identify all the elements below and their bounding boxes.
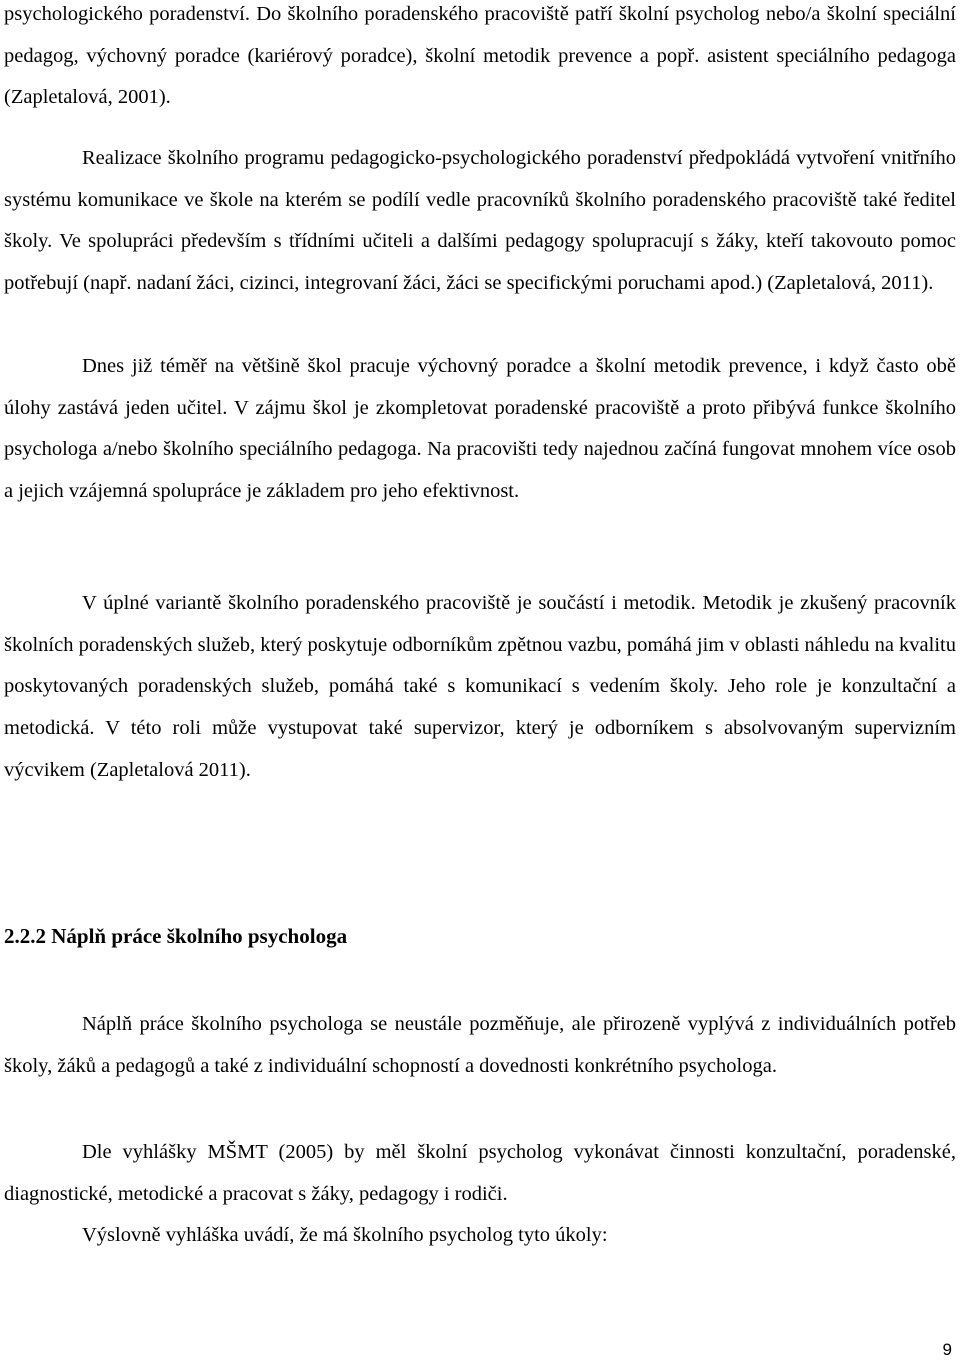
paragraph-dnes: Dnes již téměř na většině škol pracuje výchovný poradce a školní metodik prevence, i když často obě úlohy zastává jeden učitel. V zájmu škol je zkompletovat poradenské pracoviště a proto přibývá funkce školního psychologa a/nebo školního speciálního pedagoga. Na pracovišti tedy najednou začíná fungovat mnohem více osob a jejich vzájemná spolupráce je základem pro jeho efektivnost. [4, 355, 956, 503]
paragraph-naplan: Náplň práce školního psychologa se neustále pozměňuje, ale přirozeně vyplývá z individuálních potřeb školy, žáků a pedagogů a také z individuální schopností a dovednosti konkrétního psychologa. [4, 1013, 956, 1077]
paragraph-realizace: Realizace školního programu pedagogicko-psychologického poradenství předpokládá vytvoření vnitřního systému komunikace ve škole na kterém se podílí vedle pracovníků školního poradenského pracoviště také ředitel školy. Ve spolupráci především s třídními učiteli a dalšími pedagogy spolupracují s žáky, kteří takovouto pomoc potřebují (např. nadaní žáci, cizinci, integrovaní žáci, žáci se specifickými poruchami apod.) (Zapletalová, 2011). [4, 147, 956, 295]
paragraph-ukoly-intro: Výslovně vyhláška uvádí, že má školního psycholog tyto úkoly: [82, 1224, 608, 1246]
paragraph-continuation: psychologického poradenství. Do školního poradenského pracoviště patří školní psycholog nebo/a školní speciální pedagog, výchovný poradce (kariérový poradce), školní metodik prevence a popř. asistent speciálního pedagoga (Zapletalová, 2001). [4, 3, 956, 109]
paragraph-metodik: V úplné variantě školního poradenského pracoviště je součástí i metodik. Metodik je zkušený pracovník školních poradenských služeb, který poskytuje odborníkům zpětnou vazbu, pomáhá jim v oblasti náhledu na kvalitu poskytovaných poradenských služeb, pomáhá také s komunikací s vedením školy. Jeho role je konzultační a metodická. V této roli může vystupovat také supervizor, který je odborníkem s absolvovaným supervizním výcvikem (Zapletalová 2011). [4, 592, 956, 781]
page-number: 9 [942, 1340, 952, 1359]
paragraph-vyhlaska: Dle vyhlášky MŠMT (2005) by měl školní psycholog vykonávat činnosti konzultační, poradenské, diagnostické, metodické a pracovat s žáky, pedagogy i rodiči. [4, 1141, 956, 1205]
section-heading: 2.2.2 Náplň práce školního psychologa [4, 924, 348, 948]
